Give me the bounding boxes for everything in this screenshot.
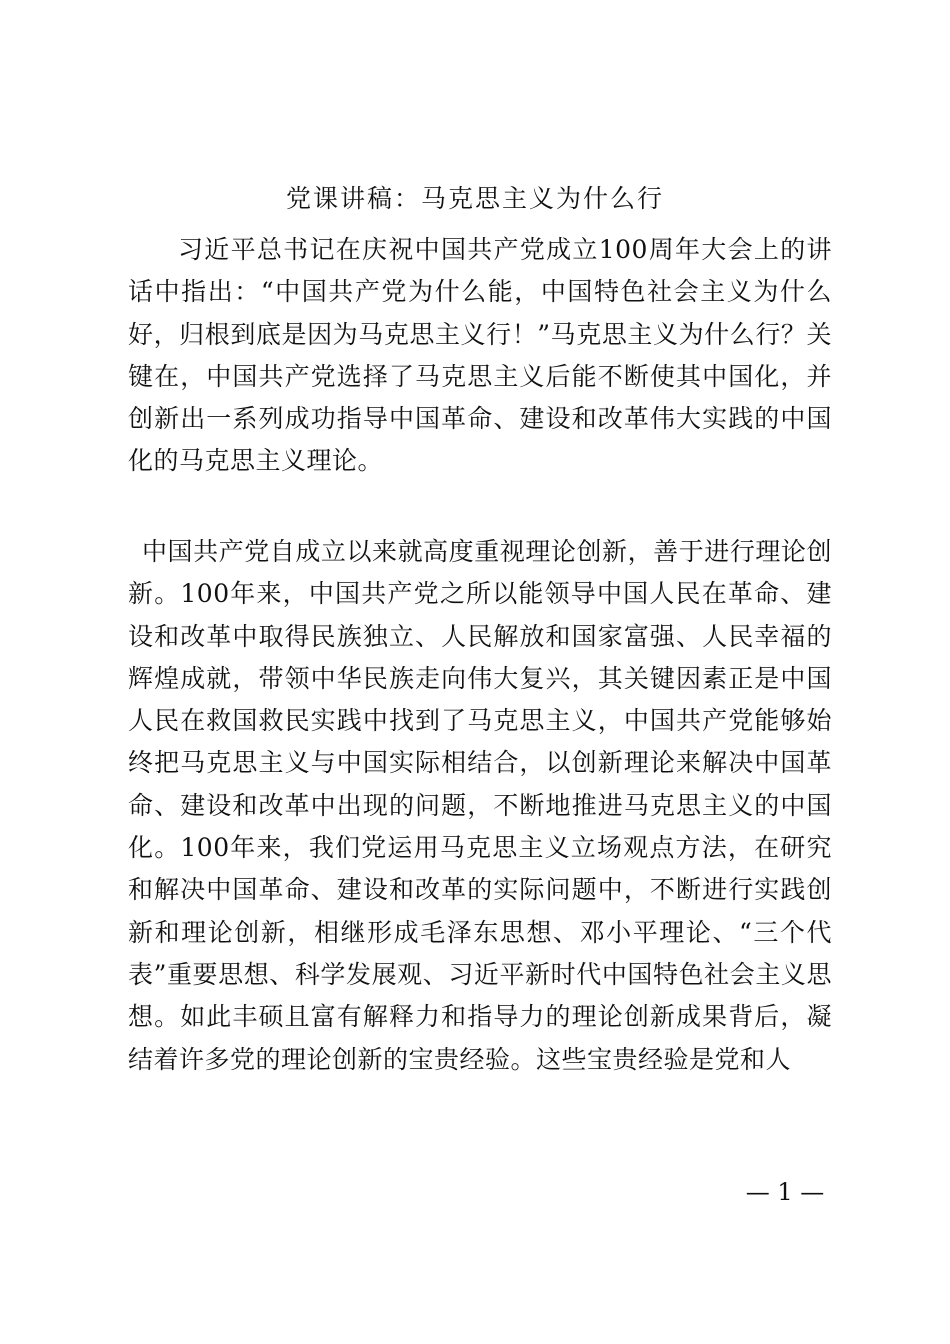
paragraph-1: 习近平总书记在庆祝中国共产党成立100周年大会上的讲话中指出：“中国共产党为什么能，中国特色社会主义为什么好，归根到底是因为马克思主义行！”马克思主义为什么行？关键在，中国共产党选择了马克思主义后能不断使其中国化，并创新出一系列成功指导中国革命、建设和改革伟大实践的中国化的马克思主义理论。 (128, 235, 832, 476)
page-number: — 1 — (745, 1178, 825, 1206)
document-title: 党课讲稿：马克思主义为什么行 (285, 184, 664, 213)
paragraph-2: 中国共产党自成立以来就高度重视理论创新，善于进行理论创新。100年来，中国共产党之所以能领导中国人民在革命、建设和改革中取得民族独立、人民解放和国家富强、人民幸福的辉煌成就，带领中华民族走向伟大复兴，其关键因素正是中国人民在救国救民实践中找到了马克思主义，中国共产党能够始终把马克思主义与中国实际相结合，以创新理论来解决中国革命、建设和改革中出现的问题，不断地推进马克思主义的中国化。100年来，我们党运用马克思主义立场观点方法，在研究和解决中国革命、建设和改革的实际问题中，不断进行实践创新和理论创新，相继形成毛泽东思想、邓小平理论、“三个代表”重要思想、科学发展观、习近平新时代中国特色社会主义思想。如此丰硕且富有解释力和指导力的理论创新成果背后，凝结着许多党的理论创新的宝贵经验。这些宝贵经验是党和人 (128, 537, 832, 1074)
